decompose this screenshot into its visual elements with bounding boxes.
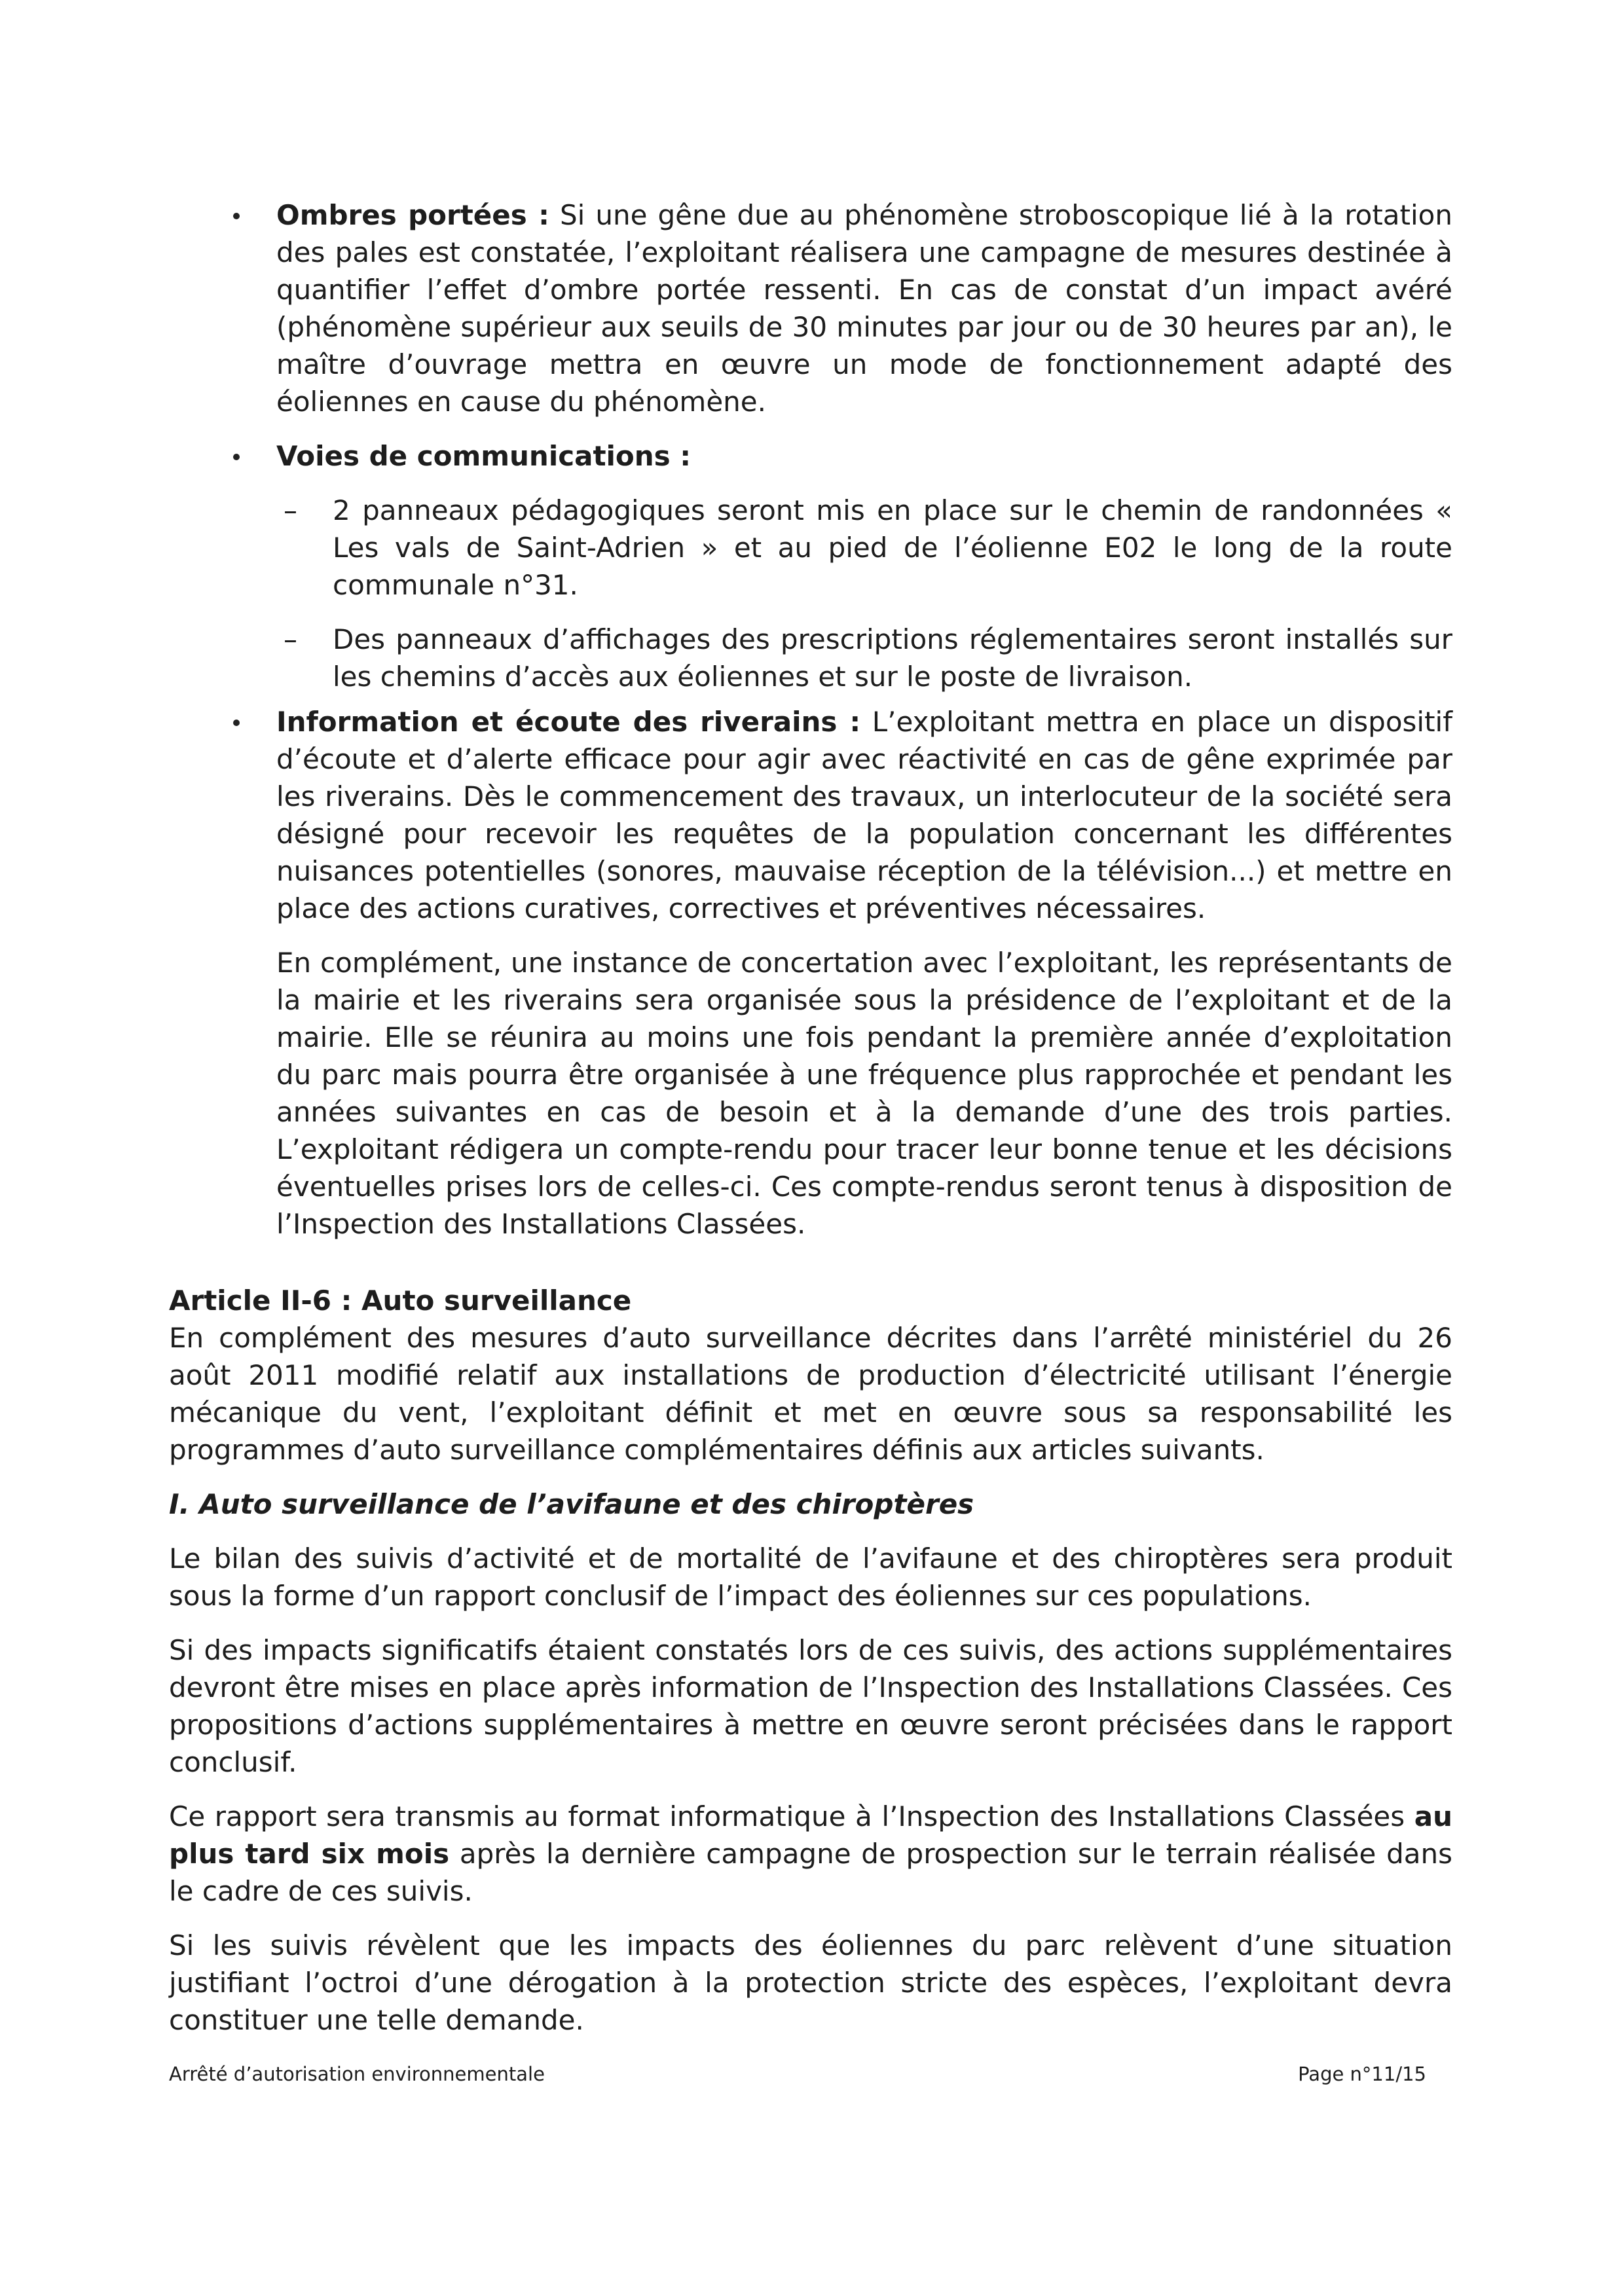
- bullet-dot-icon: [233, 454, 240, 460]
- rapport-text-end: après la dernière campagne de prospection sur le terrain réalisée dans le cadre de ces suivis.: [169, 1838, 1452, 1907]
- page-footer: [169, 2061, 1426, 2087]
- bullet-text: Si une gêne due au phénomène stroboscopique lié à la rotation des pales est constatée, l’exploitant réalisera une campagne de mesures destinée à quantifier l’effet d’ombre portée ressenti. En cas de constat d’un impact avéré (phénomène supérieur aux seuils de 30 minutes par jour ou de 30 heures par an), le maître d’ouvrage mettra en œuvre un mode de fonctionnement adapté des éoliennes en cause du phénomène.: [276, 199, 1452, 418]
- bullet-dot-icon: [233, 213, 240, 219]
- bullet-dot-icon: [233, 720, 240, 726]
- rapport-text-start: Ce rapport sera transmis au format informatique à l’Inspection des Installations Classées: [169, 1800, 1414, 1832]
- subsection-title: I. Auto surveillance de l’avifaune et des chiroptères: [169, 1488, 974, 1520]
- dash-icon: –: [284, 623, 297, 655]
- dash-item-panneaux-pedagogiques: [169, 492, 1452, 604]
- concertation-paragraph: En complément, une instance de concertation avec l’exploitant, les représentants de la mairie et les riverains sera organisée sous la présidence de l’exploitant et de la mairie. Elle se réunira au moins une fois pendant la première année d’exploitation du parc mais pourra être organisée à une fréquence plus rapprochée et pendant les années suivantes en cas de besoin et à la demande d’une des trois parties. L’exploitant rédigera un compte-rendu pour tracer leur bonne tenue et les décisions éventuelles prises lors de celles-ci. Ces compte-rendus seront tenus à disposition de l’Inspection des Installations Classées.: [276, 947, 1452, 1240]
- bullet-text: L’exploitant mettra en place un dispositif d’écoute et d’alerte efficace pour agir avec réactivité en cas de gêne exprimée par les riverains. Dès le commencement des travaux, un interlocuteur de la société sera désigné pour recevoir les requêtes de la population concernant les différentes nuisances potentielles (sonores, mauvaise réception de la télévision...) et mettre en place des actions curatives, correctives et préventives nécessaires.: [276, 706, 1452, 924]
- paragraph-rapport: [169, 1798, 1452, 1910]
- page-content: [169, 196, 1452, 2039]
- bullet-information-riverains: [169, 703, 1452, 927]
- bullet-title: Ombres portées :: [276, 199, 549, 231]
- footer-page-number: Page n°11/15: [1298, 2063, 1426, 2085]
- dash-item-panneaux-affichage: [169, 621, 1452, 695]
- rapport-deadline: au plus tard six mois: [169, 1800, 1452, 1870]
- dash-icon: –: [284, 494, 297, 526]
- paragraph-derogation: Si les suivis révèlent que les impacts des éoliennes du parc relèvent d’une situation justifiant l’octroi d’une dérogation à la protection stricte des espèces, l’exploitant devra constituer une telle demande.: [169, 1929, 1452, 2036]
- footer-document-title: Arrêté d’autorisation environnementale: [169, 2063, 545, 2085]
- paragraph-impacts: Si des impacts significatifs étaient constatés lors de ces suivis, des actions supplémentaires devront être mises en place après information de l’Inspection des Installations Classées. Ces propositions d’actions supplémentaires à mettre en œuvre seront précisées dans le rapport conclusif.: [169, 1634, 1452, 1778]
- article-title: Article II-6 : Auto surveillance: [169, 1285, 632, 1317]
- bullet-voies-communications: [169, 437, 1452, 475]
- bullet-title: Information et écoute des riverains :: [276, 706, 861, 738]
- dash-text: 2 panneaux pédagogiques seront mis en place sur le chemin de randonnées « Les vals de Saint-Adrien » et au pied de l’éolienne E02 le long de la route communale n°31.: [333, 494, 1452, 601]
- bullet-ombres-portees: [169, 196, 1452, 420]
- dash-text: Des panneaux d’affichages des prescriptions réglementaires seront installés sur les chemins d’accès aux éoliennes et sur le poste de livraison.: [333, 623, 1452, 693]
- article-intro: En complément des mesures d’auto surveillance décrites dans l’arrêté ministériel du 26 août 2011 modifié relatif aux installations de production d’électricité utilisant l’énergie mécanique du vent, l’exploitant définit et met en œuvre sous sa responsabilité les programmes d’auto surveillance complémentaires définis aux articles suivants.: [169, 1322, 1452, 1466]
- bullet-title: Voies de communications :: [276, 440, 692, 472]
- paragraph-bilan: Le bilan des suivis d’activité et de mortalité de l’avifaune et des chiroptères sera produit sous la forme d’un rapport conclusif de l’impact des éoliennes sur ces populations.: [169, 1542, 1452, 1612]
